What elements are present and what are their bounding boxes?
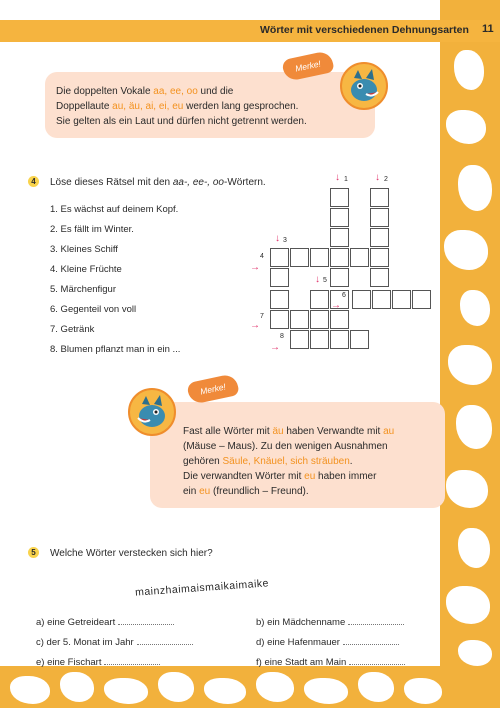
crossword-cell[interactable] [330,248,349,267]
crossword-cell[interactable] [350,330,369,349]
task-5-title: Welche Wörter verstecken sich hier? [50,548,213,559]
grid-number-6: 6 [342,292,346,299]
clue-4: 4. Kleine Früchte [50,264,122,275]
crossword-cell[interactable] [352,290,371,309]
giraffe-pattern-bottom [0,666,500,708]
arrow-down-icon: ↓ [335,172,340,183]
clue-7: 7. Getränk [50,324,95,335]
arrow-down-icon: ↓ [315,274,320,285]
clue-1: 1. Es wächst auf deinem Kopf. [50,204,179,215]
grid-number-7: 7 [260,313,264,320]
dragon-mascot-icon [128,388,176,436]
merke-badge-2: Merke! [186,373,239,405]
grid-number-8: 8 [280,333,284,340]
crossword-cell[interactable] [350,248,369,267]
crossword-cell[interactable] [270,310,289,329]
grid-number-5: 5 [323,277,327,284]
merke-badge-1: Merke! [281,50,334,82]
clue-8: 8. Blumen pflanzt man in ein ... [50,344,181,355]
clue-3: 3. Kleines Schiff [50,244,118,255]
crossword-cell[interactable] [330,208,349,227]
hidden-word-snake: mainzhaimaismaikaimaike [134,577,270,599]
crossword-cell[interactable] [290,330,309,349]
crossword-cell[interactable] [310,248,329,267]
crossword-cell[interactable] [370,188,389,207]
crossword-cell[interactable] [370,248,389,267]
answer-c[interactable]: c) der 5. Monat im Jahr [36,636,193,648]
grid-number-2: 2 [384,176,388,183]
crossword-cell[interactable] [330,228,349,247]
clue-6: 6. Gegenteil von voll [50,304,137,315]
answer-d[interactable]: d) eine Hafenmauer [256,636,399,648]
crossword-cell[interactable] [290,310,309,329]
crossword-cell[interactable] [270,290,289,309]
dragon-mascot-icon [340,62,388,110]
arrow-down-icon: ↓ [275,233,280,244]
arrow-down-icon: ↓ [375,172,380,183]
crossword-cell[interactable] [270,268,289,287]
crossword-cell[interactable] [270,248,289,267]
arrow-right-icon: → [250,262,260,273]
crossword-cell[interactable] [330,268,349,287]
grid-number-4: 4 [260,253,264,260]
arrow-right-icon: → [270,342,280,353]
answer-b[interactable]: b) ein Mädchenname [256,616,404,628]
crossword-cell[interactable] [290,248,309,267]
crossword-cell[interactable] [310,310,329,329]
crossword-cell[interactable] [412,290,431,309]
grid-number-3: 3 [283,237,287,244]
merke-text-2: Fast alle Wörter mit äu haben Verwandte mit au (Mäuse – Maus). Zu den wenigen Ausnahmen gehören Säule, Knäuel, sich sträuben. Die verwandten Wörter mit eu haben immer ein eu (freundlich – Freund). [183,426,395,497]
crossword-cell[interactable] [372,290,391,309]
crossword-cell[interactable] [330,330,349,349]
crossword-cell[interactable] [370,268,389,287]
task-number-5: 5 [28,547,39,558]
crossword-cell[interactable] [370,228,389,247]
crossword-cell[interactable] [310,290,329,309]
giraffe-pattern-right [440,0,500,708]
clue-2: 2. Es fällt im Winter. [50,224,134,235]
crossword-cell[interactable] [330,310,349,329]
task-number-4: 4 [28,176,39,187]
answer-e[interactable]: e) eine Fischart [36,656,160,668]
page-title: Wörter mit verschiedenen Dehnungsarten [260,24,469,36]
crossword-cell[interactable] [310,330,329,349]
answer-f[interactable]: f) eine Stadt am Main [256,656,405,668]
grid-number-1: 1 [344,176,348,183]
crossword-cell[interactable] [392,290,411,309]
answer-a[interactable]: a) eine Getreideart [36,616,174,628]
crossword-cell[interactable] [330,188,349,207]
arrow-right-icon: → [250,320,260,331]
page-number: 11 [482,23,494,35]
task-4-title: Löse dieses Rätsel mit den aa-, ee-, oo-Wörtern. [50,177,266,188]
clue-5: 5. Märchenfigur [50,284,117,295]
merke-text-1: Die doppelten Vokale aa, ee, oo und die Doppellaute au, äu, ai, ei, eu werden lang gesprochen. Sie gelten als ein Laut und dürfen nicht getrennt werden. [56,86,307,127]
arrow-right-icon: → [331,300,341,311]
crossword-cell[interactable] [370,208,389,227]
